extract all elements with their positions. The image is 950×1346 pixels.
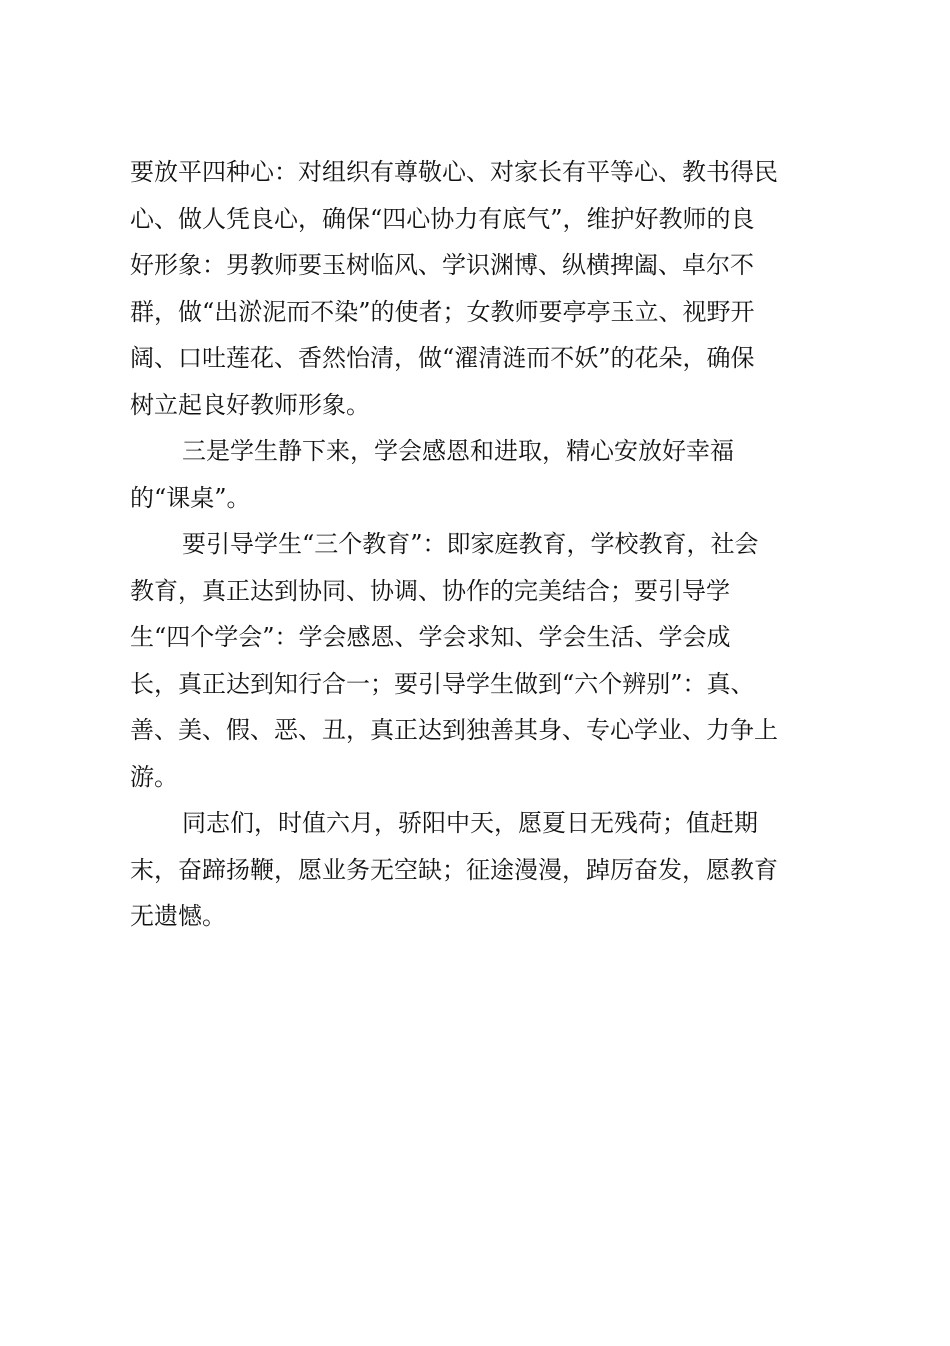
paragraph-line: 阔、口吐莲花、香然怡清，做“濯清涟而不妖”的花朵，确保 — [130, 344, 755, 372]
paragraph-line: 教育，真正达到协同、协调、协作的完美结合；要引导学 — [130, 576, 730, 605]
paragraph-line: 长，真正达到知行合一；要引导学生做到“六个辨别”：真、 — [130, 669, 755, 698]
paragraph-line: 同志们，时值六月，骄阳中天，愿夏日无残荷；值赶期 — [182, 809, 758, 837]
paragraph-line: 群，做“出淤泥而不染”的使者；女教师要亭亭玉立、视野开 — [130, 297, 755, 326]
paragraph-line: 的“课桌”。 — [130, 483, 251, 512]
paragraph-line: 无遗憾。 — [130, 902, 226, 930]
paragraph-1 — [130, 149, 830, 428]
paragraph-line: 生“四个学会”：学会感恩、学会求知、学会生活、学会成 — [130, 623, 731, 651]
paragraph-line: 游。 — [130, 762, 178, 791]
paragraph-line: 要引导学生“三个教育”：即家庭教育，学校教育，社会 — [182, 530, 759, 558]
paragraph-line: 树立起良好教师形象。 — [130, 390, 370, 419]
paragraph-line: 要放平四种心：对组织有尊敬心、对家长有平等心、教书得民 — [130, 158, 778, 186]
paragraph-line: 三是学生静下来，学会感恩和进取，精心安放好幸福 — [182, 437, 734, 465]
paragraph-line: 好形象：男教师要玉树临风、学识渊博、纵横捭阖、卓尔不 — [130, 251, 754, 279]
document-body — [130, 149, 830, 940]
paragraph-2 — [130, 428, 830, 521]
paragraph-line: 善、美、假、恶、丑，真正达到独善其身、专心学业、力争上 — [130, 716, 778, 744]
paragraph-line: 心、做人凭良心，确保“四心协力有底气”，维护好教师的良 — [130, 204, 755, 233]
paragraph-4 — [130, 800, 830, 940]
paragraph-3 — [130, 521, 830, 800]
paragraph-line: 末，奋蹄扬鞭，愿业务无空缺；征途漫漫，踔厉奋发，愿教育 — [130, 855, 778, 884]
